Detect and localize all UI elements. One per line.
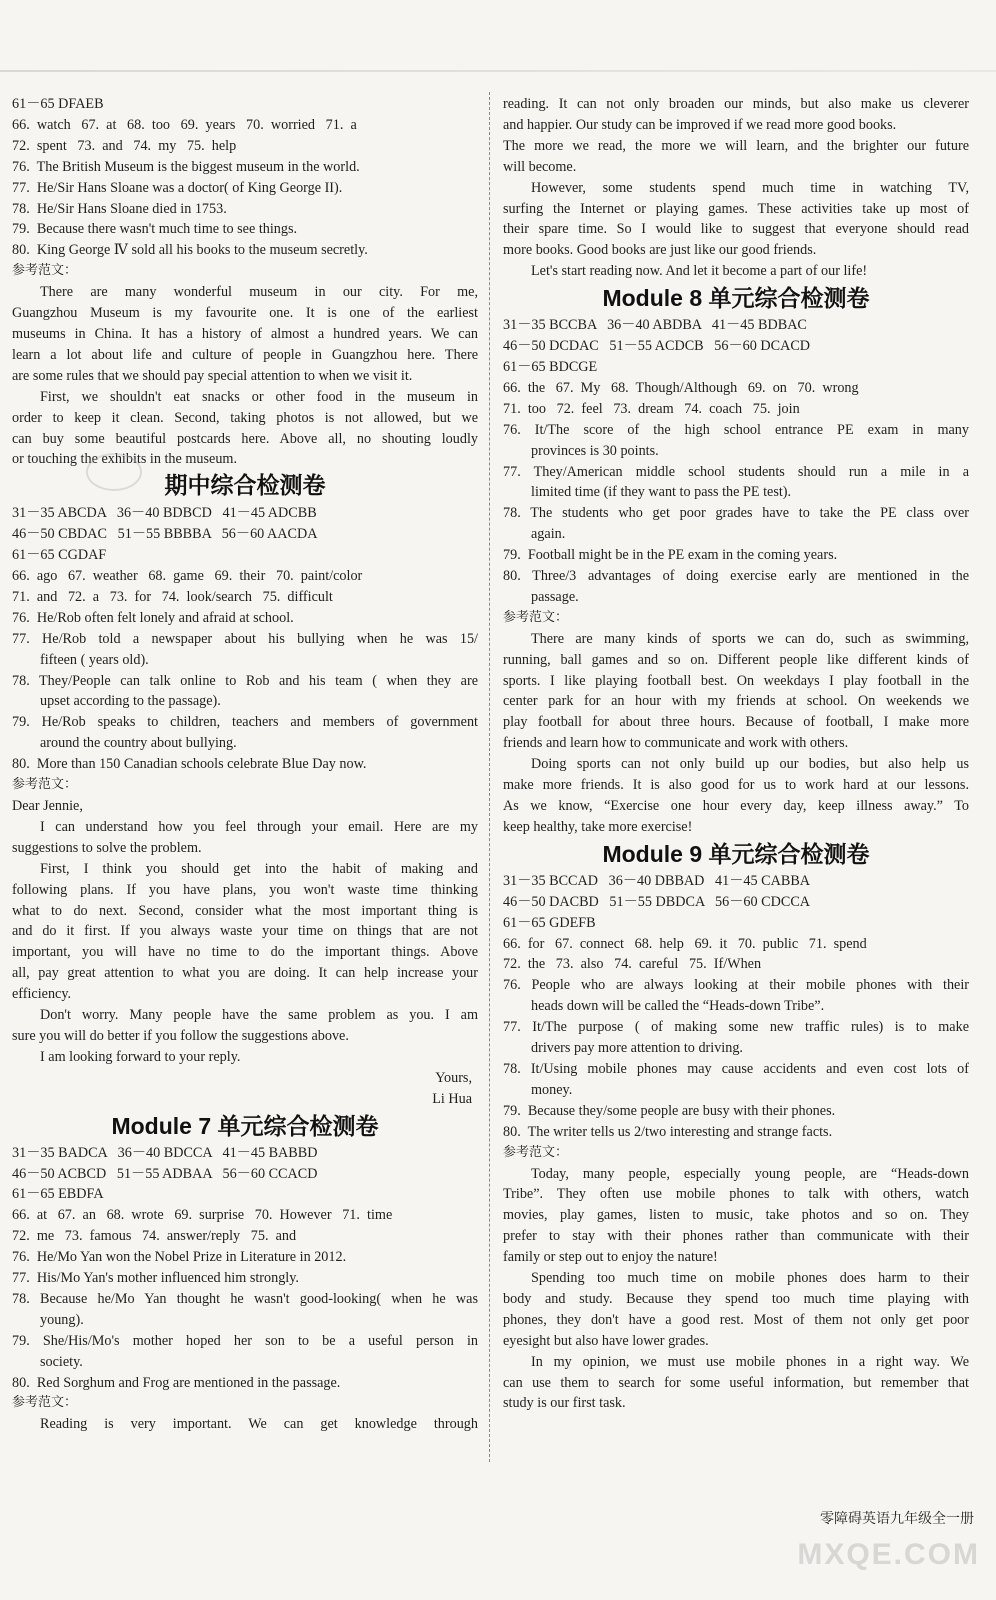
text-line: 78. He/Sir Hans Sloane died in 1753. (12, 200, 227, 217)
text-line: phones, they don't have a good rest. Most of them not only get poor (503, 1311, 969, 1328)
text-line: Today, many people, especially young people, are “Heads-down (531, 1165, 969, 1182)
text-line: 61－65 GDEFB (503, 914, 596, 931)
text-line: Dear Jennie, (12, 798, 83, 814)
text-line: Yours, (435, 1069, 472, 1086)
section-heading: Module 8 单元综合检测卷 (602, 285, 870, 312)
text-line: First, we shouldn't eat snacks or other food in the museum in (40, 388, 478, 405)
text-line: There are many wonderful museum in our city. For me, (40, 284, 478, 301)
text-line: 61－65 CGDAF (12, 547, 107, 564)
model-essay-label: 参考范文： (12, 777, 78, 793)
text-line: 80. Red Sorghum and Frog are mentioned in the passage. (12, 1374, 341, 1391)
text-line: fifteen ( years old). (40, 651, 149, 668)
text-line: around the country about bullying. (40, 735, 237, 752)
text-line: study is our first task. (503, 1395, 626, 1412)
text-line: 76. The British Museum is the biggest museum in the world. (12, 158, 360, 175)
text-line: 31－35 BCCAD 36－40 DBBAD 41－45 CABBA (503, 872, 811, 889)
text-line: drivers pay more attention to driving. (531, 1040, 743, 1057)
text-line: Spending too much time on mobile phones does harm to their (531, 1270, 969, 1287)
text-line: 78. It/Using mobile phones may cause accidents and even cost lots of (503, 1060, 969, 1077)
text-line: can buy some beautiful postcards here. Above all, no shouting loudly (12, 430, 478, 447)
text-line: money. (531, 1081, 573, 1098)
text-line: 77. He/Rob told a newspaper about his bullying when he was 15/ (12, 630, 478, 647)
text-line: what to do next. Second, consider what the most important thing is (12, 902, 478, 919)
left-column (12, 94, 478, 1435)
text-line: 80. King George Ⅳ sold all his books to the museum secretly. (12, 242, 368, 259)
text-line: 61－65 EBDFA (12, 1186, 104, 1203)
text-line: 61－65 DFAEB (12, 96, 104, 112)
section-heading: Module 7 单元综合检测卷 (111, 1112, 379, 1139)
text-line: In my opinion, we must use mobile phones in a right way. We (531, 1353, 969, 1370)
text-line: However, some students spend much time in watching TV, (531, 179, 969, 196)
column-divider (489, 92, 490, 1462)
text-line: 78. The students who get poor grades have to take the PE class over (503, 505, 969, 522)
text-line: 66. at 67. an 68. wrote 69. surprise 70. However 71. time (12, 1207, 393, 1224)
text-line: Tribe”. They often use mobile phones to talk with others, watch (503, 1186, 969, 1203)
text-line: 77. He/Sir Hans Sloane was a doctor( of King George II). (12, 179, 343, 196)
text-line: again. (531, 526, 566, 543)
text-line: more books. Good books are just like our good friends. (503, 242, 817, 259)
text-line: 80. More than 150 Canadian schools celebrate Blue Day now. (12, 756, 367, 773)
text-line: Doing sports can not only build up our bodies, but also help us (531, 756, 969, 773)
text-line: 46－50 ACBCD 51－55 ADBAA 56－60 CCACD (12, 1165, 318, 1182)
text-line: 79. Football might be in the PE exam in the coming years. (503, 547, 838, 564)
text-line: keep healthy, take more exercise! (503, 818, 693, 835)
text-line: Don't worry. Many people have the same problem as you. I am (40, 1007, 478, 1024)
text-line: Reading is very important. We can get knowledge through (40, 1416, 478, 1433)
text-line: suggestions to solve the problem. (12, 839, 202, 856)
text-line: 77. His/Mo Yan's mother influenced him strongly. (12, 1270, 299, 1287)
text-line: 71. too 72. feel 73. dream 74. coach 75. join (503, 400, 800, 417)
text-line: 71. and 72. a 73. for 74. look/search 75. difficult (12, 588, 333, 605)
text-line: friends and learn how to communicate and work with others. (503, 735, 849, 752)
book-title-footer: 零障碍英语九年级全一册 (820, 1511, 974, 1527)
model-essay-label: 参考范文： (503, 1144, 569, 1160)
text-line: movies, play games, listen to music, take photos and so on. They (503, 1207, 969, 1224)
text-line: 66. for 67. connect 68. help 69. it 70. public 71. spend (503, 935, 867, 952)
text-line: are some rules that we should pay special attention to when we visit it. (12, 367, 413, 384)
text-line: 79. She/His/Mo's mother hoped her son to be a useful person in (12, 1332, 478, 1349)
text-line: 31－35 BADCA 36－40 BDCCA 41－45 BABBD (12, 1144, 318, 1161)
text-line: Let's start reading now. And let it become a part of our life! (531, 263, 868, 280)
section-heading: 期中综合检测卷 (164, 473, 326, 500)
text-line: all, pay great attention to what you are doing. It can help increase your (12, 965, 478, 982)
text-line: 31－35 ABCDA 36－40 BDBCD 41－45 ADCBB (12, 505, 317, 522)
text-line: society. (40, 1353, 83, 1370)
text-line: As we know, “Exercise one hour every day, keep illness away.” To (503, 798, 969, 814)
text-line: can use them to search for some useful information, but remember that (503, 1374, 969, 1391)
text-line: body and study. Because they spend too much time playing with (503, 1290, 969, 1307)
text-line: 66. ago 67. weather 68. game 69. their 70. paint/color (12, 568, 363, 585)
text-line: 46－50 DACBD 51－55 DBDCA 56－60 CDCCA (503, 893, 811, 910)
text-line: limited time (if they want to pass the PE test). (531, 484, 792, 501)
text-line: 76. People who are always looking at their mobile phones with their (503, 977, 969, 994)
text-line: 72. spent 73. and 74. my 75. help (12, 137, 237, 154)
text-line: or touching the exhibits in the museum. (12, 451, 237, 468)
text-line: 77. They/American middle school students should run a mile in a (503, 463, 969, 480)
text-line: 79. Because there wasn't much time to see things. (12, 221, 298, 238)
section-heading: Module 9 单元综合检测卷 (602, 840, 870, 867)
text-line: prefer to stay with their phones rather than communicate with their (503, 1228, 969, 1245)
text-line: important, you will have no time to do the important things. Above (12, 944, 478, 961)
text-line: 77. It/The purpose ( of making some new traffic rules) is to make (503, 1019, 969, 1036)
text-line: provinces is 30 points. (531, 442, 659, 459)
text-line: make more friends. It is also good for us to work hard at our lessons. (503, 777, 969, 794)
text-line: I can understand how you feel through your email. Here are my (40, 818, 478, 835)
text-line: and do it first. If you always waste your time on things that are not (12, 923, 478, 940)
text-line: family or step out to enjoy the nature! (503, 1249, 718, 1266)
text-line: upset according to the passage). (40, 693, 221, 710)
right-column (503, 94, 969, 1414)
text-line: learn a lot about life and culture of people in Guangzhou here. There (12, 346, 478, 363)
text-line: 61－65 BDCGE (503, 358, 598, 375)
text-line: 66. the 67. My 68. Though/Although 69. on 70. wrong (503, 379, 859, 396)
text-line: eyesight but also have lower grades. (503, 1332, 709, 1349)
text-line: 76. He/Mo Yan won the Nobel Prize in Literature in 2012. (12, 1249, 347, 1266)
text-line: museums in China. It has a history of almost a hundred years. We can (12, 325, 478, 342)
text-line: 31－35 BCCBA 36－40 ABDBA 41－45 BDBAC (503, 317, 807, 334)
text-line: order to keep it clean. Second, taking photos is not allowed, but we (12, 409, 478, 426)
text-line: passage. (531, 588, 579, 605)
faint-stamp-mark (86, 453, 142, 491)
text-line: reading. It can not only broaden our minds, but also make us cleverer (503, 96, 969, 112)
text-line: 72. the 73. also 74. careful 75. If/When (503, 956, 762, 973)
model-essay-label: 参考范文： (12, 1395, 78, 1411)
text-line: 72. me 73. famous 74. answer/reply 75. and (12, 1228, 297, 1245)
text-line: 79. He/Rob speaks to children, teachers and members of government (12, 714, 478, 731)
text-line: and happier. Our study can be improved if we read more good books. (503, 116, 897, 133)
text-line: surfing the Internet or playing games. These activities take up most of (503, 200, 969, 217)
text-line: will become. (503, 158, 577, 175)
text-line: sure you will do better if you follow the suggestions above. (12, 1027, 349, 1044)
text-line: 46－50 DCDAC 51－55 ACDCB 56－60 DCACD (503, 338, 811, 355)
text-line: 66. watch 67. at 68. too 69. years 70. worried 71. a (12, 116, 357, 133)
text-line: Li Hua (432, 1090, 472, 1107)
text-line: 46－50 CBDAC 51－55 BBBBA 56－60 AACDA (12, 526, 318, 543)
text-line: sports. I like playing football best. On weekdays I play football in the (503, 672, 969, 689)
text-line: There are many kinds of sports we can do, such as swimming, (531, 630, 969, 647)
model-essay-label: 参考范文： (503, 609, 569, 625)
text-line: play football for about three hours. Because of football, I make more (503, 714, 969, 731)
text-line: 80. The writer tells us 2/two interesting and strange facts. (503, 1123, 833, 1140)
text-line: First, I think you should get into the habit of making and (40, 860, 478, 877)
text-line: 78. Because he/Mo Yan thought he wasn't good-looking( when he was (12, 1290, 478, 1307)
text-line: 80. Three/3 advantages of doing exercise early are mentioned in the (503, 568, 969, 585)
text-line: young). (40, 1311, 84, 1328)
text-line: I am looking forward to your reply. (40, 1048, 241, 1065)
text-line: 76. It/The score of the high school entrance PE exam in many (503, 421, 969, 438)
text-line: 76. He/Rob often felt lonely and afraid at school. (12, 609, 294, 626)
text-line: 79. Because they/some people are busy with their phones. (503, 1102, 836, 1119)
text-line: The more we read, the more we will learn, and the brighter our future (503, 137, 969, 154)
text-line: their spare time. So I would like to suggest that everyone should read (503, 221, 969, 238)
text-line: heads down will be called the “Heads-down Tribe”. (531, 998, 825, 1015)
text-line: running, ball games and so on. Different people like different kinds of (503, 651, 969, 668)
text-line: following plans. If you have plans, you won't waste time thinking (12, 881, 478, 898)
model-essay-label: 参考范文： (12, 263, 78, 279)
text-line: center park for an hour with my friends at school. On weekends we (503, 693, 969, 710)
text-line: 78. They/People can talk online to Rob and his team ( when they are (12, 672, 478, 689)
text-line: Guangzhou Museum is my favourite one. It is one of the earliest (12, 305, 478, 322)
site-watermark: MXQE.COM (797, 1538, 980, 1571)
scan-top-edge (0, 70, 996, 72)
text-line: efficiency. (12, 986, 72, 1003)
